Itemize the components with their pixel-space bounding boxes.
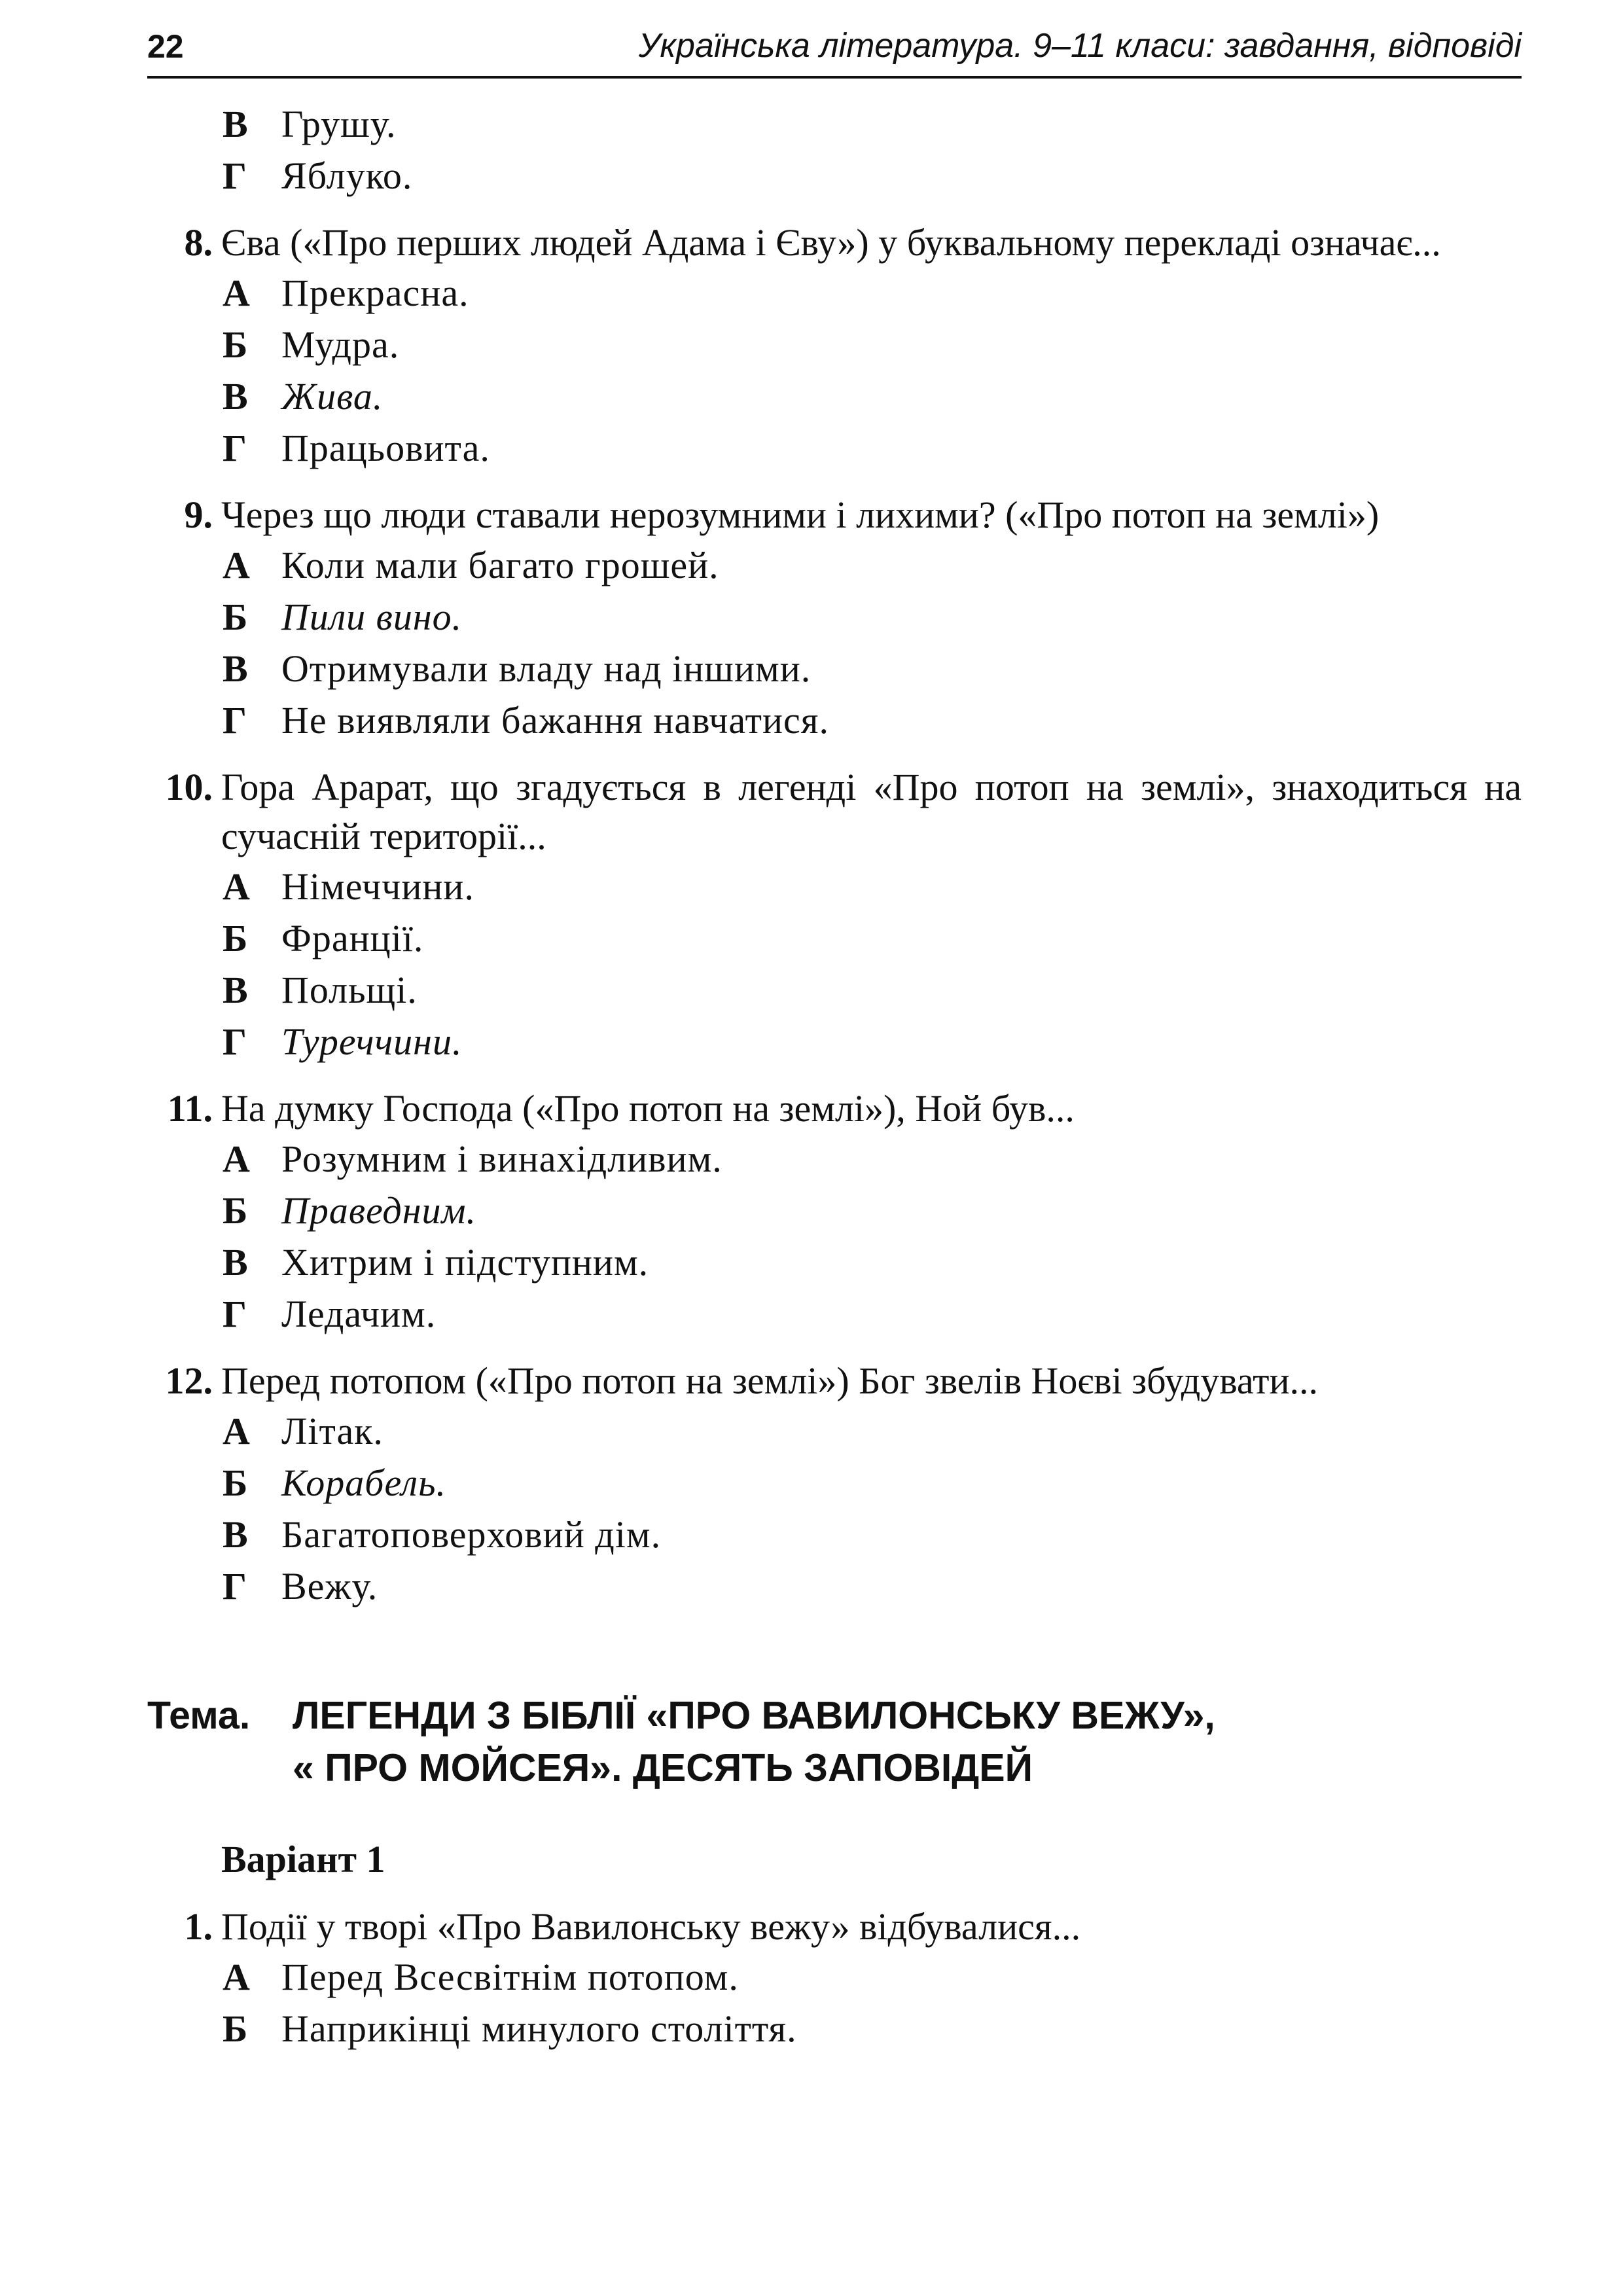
answer-option [147,1509,1522,1560]
topic-title-line2: « ПРО МОЙСЕЯ». ДЕСЯТЬ ЗАПОВІДЕЙ [293,1746,1033,1789]
option-letter: А [223,272,251,314]
answer-option [147,643,1522,694]
answer-option [147,861,1522,912]
option-letter: Б [223,596,249,638]
option-letter: Г [223,699,247,742]
answer-option [147,1236,1522,1288]
question-text: Події у творі «Про Вавилонську вежу» відбувалися... [221,1905,1081,1948]
topic-heading [147,1689,1522,1794]
option-letter: А [223,544,251,586]
option-text: Польщі. [281,969,418,1011]
option-text: Корабель. [281,1462,446,1504]
question-text: Перед потопом («Про потоп на землі») Бог звелів Ноєві збудувати... [221,1359,1319,1402]
option-letter: В [223,647,249,690]
page-content [147,98,1522,2054]
option-letter: Г [223,1565,247,1607]
answer-option-correct [147,1016,1522,1067]
answer-option [147,98,1522,150]
question-number: 11. [167,1087,213,1130]
page-number: 22 [147,28,184,65]
option-text: Вежу. [281,1565,378,1607]
option-text: Яблуко. [281,154,413,197]
option-text: Отримували владу над іншими. [281,647,812,690]
question-text: Гора Арарат, що згадується в легенді «Про потоп на землі», знаходиться на сучасній території... [221,766,1522,857]
question-number: 9. [184,493,213,536]
option-letter: Б [223,2007,249,2050]
option-text: Пили вино. [281,596,463,638]
question-1 [147,1902,1522,1951]
option-text: Ледачим. [281,1293,437,1335]
answer-option [147,1951,1522,2003]
option-text: Наприкінці минулого століття. [281,2007,797,2050]
option-text: Німеччини. [281,865,474,908]
option-text: Літак. [281,1410,383,1452]
question-8 [147,218,1522,267]
option-letter: А [223,1410,251,1452]
answer-option-correct [147,370,1522,422]
option-letter: Г [223,1020,247,1063]
answer-option [147,2003,1522,2054]
answer-option [147,694,1522,746]
option-text: Працьовита. [281,427,490,469]
option-letter: Б [223,1189,249,1232]
answer-option [147,1133,1522,1185]
running-title: Українська література. 9–11 класи: завдання, відповіді [638,27,1522,65]
answer-option-correct [147,1185,1522,1236]
option-letter: В [223,1241,249,1283]
answer-option [147,964,1522,1016]
option-text: Розумним і винахідливим. [281,1138,722,1180]
option-letter: В [223,375,249,418]
option-letter: В [223,1513,249,1556]
option-letter: Б [223,323,249,366]
question-12 [147,1356,1522,1405]
question-number: 10. [165,766,213,808]
answer-option-correct [147,1457,1522,1509]
answer-option [147,1288,1522,1340]
option-text: Хитрим і підступним. [281,1241,649,1283]
question-text: Єва («Про перших людей Адама і Єву») у буквальному перекладі означає... [221,221,1441,264]
option-letter: В [223,103,249,145]
option-text: Мудра. [281,323,400,366]
answer-option [147,150,1522,202]
page-header [147,25,1522,79]
option-letter: А [223,1956,251,1998]
question-11 [147,1084,1522,1133]
answer-option [147,422,1522,474]
option-letter: А [223,1138,251,1180]
question-text: Через що люди ставали нерозумними і лихими? («Про потоп на землі») [221,493,1380,536]
option-text: Праведним. [281,1189,476,1232]
option-text: Франції. [281,917,424,960]
answer-option [147,267,1522,319]
option-text: Перед Всесвітнім потопом. [281,1956,739,1998]
answer-option [147,1560,1522,1612]
option-letter: Г [223,1293,247,1335]
option-letter: А [223,865,251,908]
question-number: 1. [184,1905,213,1948]
question-number: 8. [184,221,213,264]
option-letter: Г [223,154,247,197]
option-letter: Б [223,917,249,960]
option-letter: Б [223,1462,249,1504]
answer-option [147,539,1522,591]
question-9 [147,490,1522,539]
option-text: Багатоповерховий дім. [281,1513,662,1556]
answer-option [147,319,1522,370]
answer-option [147,912,1522,964]
option-letter: В [223,969,249,1011]
question-number: 12. [165,1359,213,1402]
option-text: Не виявляли бажання навчатися. [281,699,829,742]
option-text: Туреччини. [281,1020,463,1063]
option-text: Коли мали багато грошей. [281,544,719,586]
question-10 [147,762,1522,861]
option-text: Жива. [281,375,383,418]
question-text: На думку Господа («Про потоп на землі»), Ной був... [221,1087,1075,1130]
topic-label: Тема. [147,1694,251,1737]
variant-heading: Варіант 1 [221,1838,385,1880]
answer-option [147,1405,1522,1457]
option-letter: Г [223,427,247,469]
answer-option-correct [147,591,1522,643]
option-text: Грушу. [281,103,397,145]
option-text: Прекрасна. [281,272,469,314]
topic-title-line1: ЛЕГЕНДИ З БІБЛІЇ «ПРО ВАВИЛОНСЬКУ ВЕЖУ», [293,1694,1215,1737]
